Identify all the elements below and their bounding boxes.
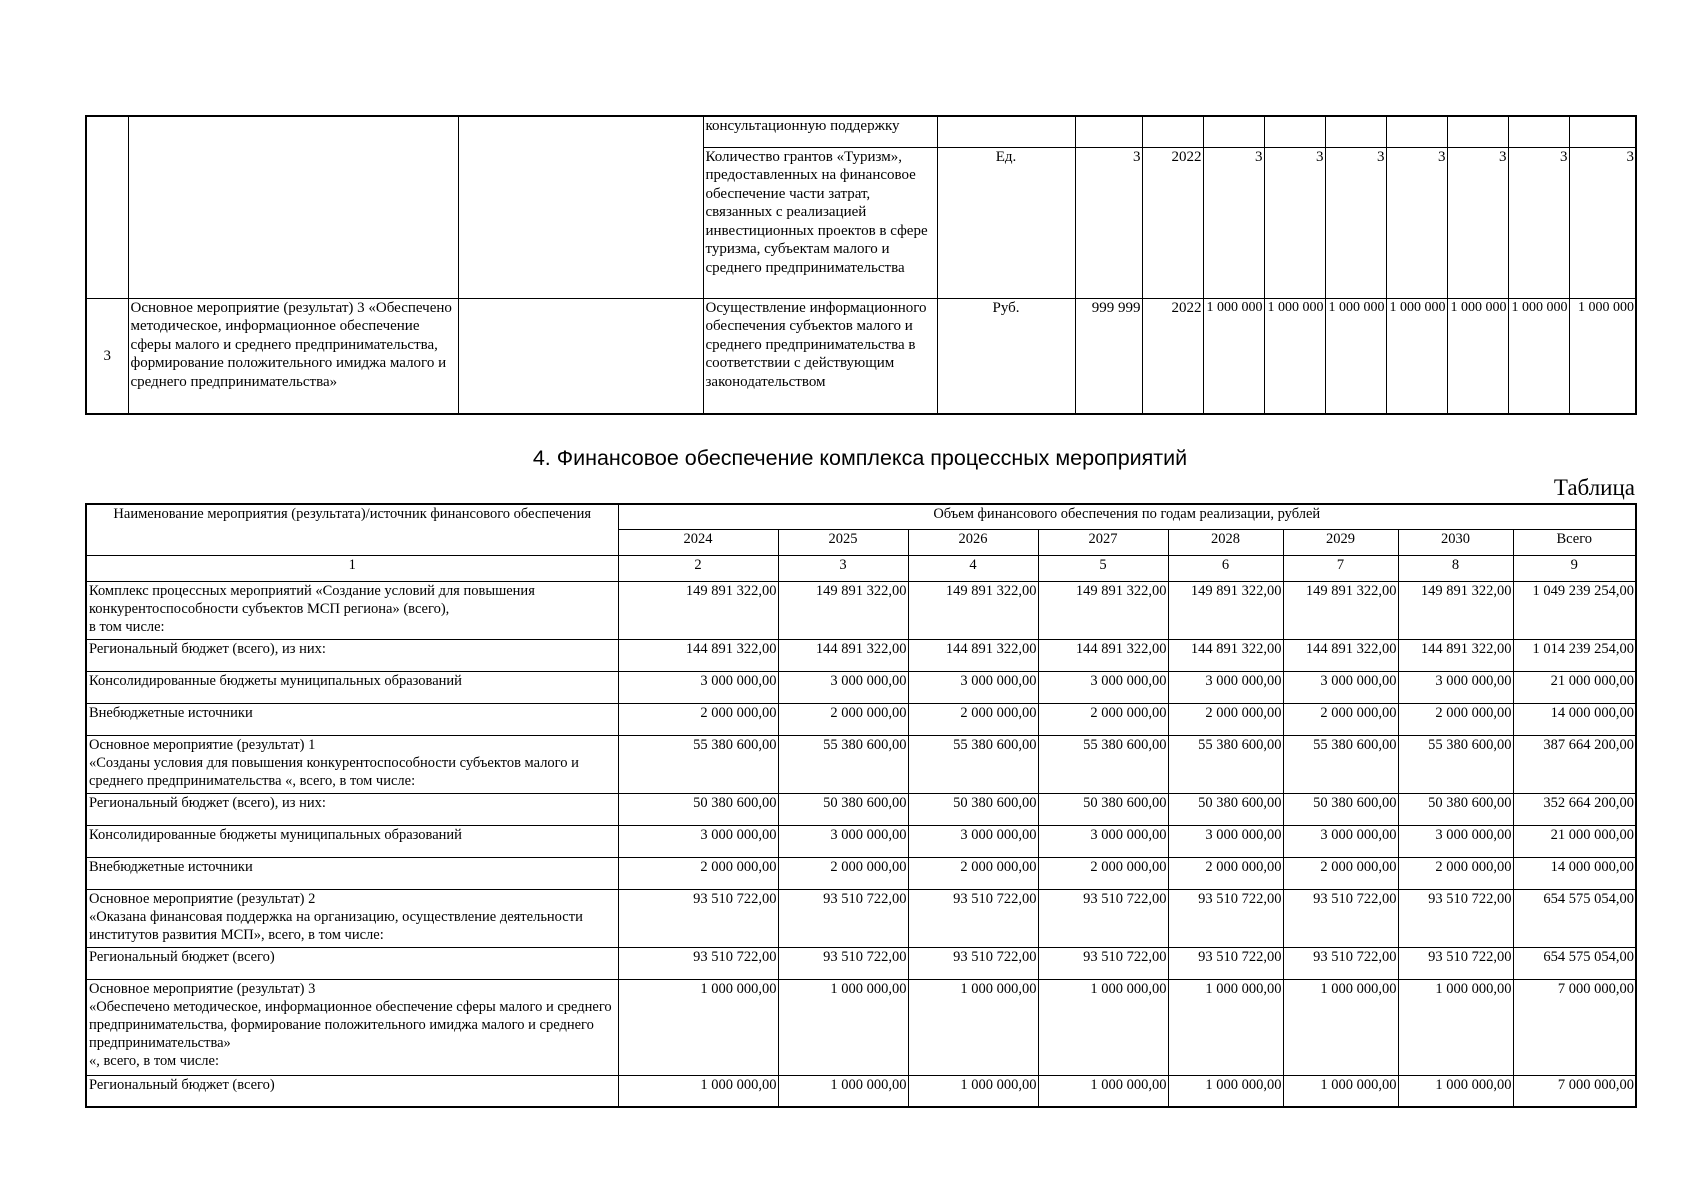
total-value-cell: 7 000 000,00 bbox=[1513, 979, 1636, 1075]
column-index: 2 bbox=[618, 555, 778, 581]
total-value-cell: 1 014 239 254,00 bbox=[1513, 639, 1636, 671]
total-value-cell: 14 000 000,00 bbox=[1513, 857, 1636, 889]
base-year-cell: 2022 bbox=[1142, 298, 1203, 414]
year-value-cell: 1 000 000,00 bbox=[1168, 979, 1283, 1075]
row-name-cell: Региональный бюджет (всего), из них: bbox=[86, 793, 618, 825]
year-value-cell: 3 000 000,00 bbox=[908, 671, 1038, 703]
year-value-cell: 93 510 722,00 bbox=[908, 947, 1038, 979]
year-value-cell: 2 000 000,00 bbox=[1283, 703, 1398, 735]
column-index: 8 bbox=[1398, 555, 1513, 581]
year-value-cell: 144 891 322,00 bbox=[778, 639, 908, 671]
year-value-cell: 1 000 000,00 bbox=[618, 1075, 778, 1107]
year-value-cell: 1 000 000,00 bbox=[778, 979, 908, 1075]
year-value-cell: 3 000 000,00 bbox=[618, 671, 778, 703]
year-value-cell: 3 bbox=[1325, 147, 1386, 298]
year-value-cell: 3 000 000,00 bbox=[1038, 825, 1168, 857]
year-value-cell: 1 000 000 bbox=[1569, 298, 1636, 414]
year-value-cell: 1 000 000,00 bbox=[618, 979, 778, 1075]
year-value-cell: 2 000 000,00 bbox=[908, 703, 1038, 735]
indicators-table-continuation bbox=[85, 115, 1637, 415]
total-value-cell: 387 664 200,00 bbox=[1513, 735, 1636, 793]
header-name: Наименование мероприятия (результата)/источник финансового обеспечения bbox=[86, 504, 618, 555]
year-value-cell: 1 000 000 bbox=[1203, 298, 1264, 414]
year-value-cell: 1 000 000,00 bbox=[1038, 1075, 1168, 1107]
year-value-cell: 149 891 322,00 bbox=[778, 581, 908, 639]
table-row bbox=[86, 857, 1636, 889]
year-value-cell: 3 000 000,00 bbox=[618, 825, 778, 857]
table-row bbox=[86, 825, 1636, 857]
base-value-cell: 999 999 bbox=[1075, 298, 1142, 414]
year-header: 2028 bbox=[1168, 529, 1283, 555]
year-value-cell: 149 891 322,00 bbox=[618, 581, 778, 639]
table-row bbox=[86, 639, 1636, 671]
year-value-cell: 3 bbox=[1447, 147, 1508, 298]
year-value-cell: 2 000 000,00 bbox=[1398, 857, 1513, 889]
year-value-cell: 93 510 722,00 bbox=[618, 889, 778, 947]
year-value-cell: 1 000 000 bbox=[1508, 298, 1569, 414]
base-year-cell: 2022 bbox=[1142, 147, 1203, 298]
year-value-cell: 55 380 600,00 bbox=[908, 735, 1038, 793]
base-value-cell: 3 bbox=[1075, 147, 1142, 298]
year-value-cell: 149 891 322,00 bbox=[1038, 581, 1168, 639]
year-header: 2025 bbox=[778, 529, 908, 555]
year-value-cell: 1 000 000 bbox=[1447, 298, 1508, 414]
indicator-cell: Осуществление информационного обеспечения субъектов малого и среднего предпринимательства в соответствии с действующим законодательством bbox=[703, 298, 937, 414]
year-value-cell: 2 000 000,00 bbox=[778, 857, 908, 889]
year-header: 2024 bbox=[618, 529, 778, 555]
financing-table bbox=[85, 503, 1637, 1108]
total-value-cell: 21 000 000,00 bbox=[1513, 825, 1636, 857]
year-value-cell: 2 000 000,00 bbox=[1283, 857, 1398, 889]
year-value-cell: 55 380 600,00 bbox=[1168, 735, 1283, 793]
year-value-cell: 3 000 000,00 bbox=[1398, 825, 1513, 857]
indicator-cell: консультационную поддержку bbox=[703, 116, 937, 147]
table-row bbox=[86, 298, 1636, 414]
year-value-cell: 3 000 000,00 bbox=[778, 825, 908, 857]
row-name-cell: Внебюджетные источники bbox=[86, 857, 618, 889]
column-index: 4 bbox=[908, 555, 1038, 581]
year-header: 2030 bbox=[1398, 529, 1513, 555]
year-value-cell: 1 000 000,00 bbox=[1168, 1075, 1283, 1107]
year-value-cell: 1 000 000,00 bbox=[1398, 979, 1513, 1075]
year-value-cell: 149 891 322,00 bbox=[1168, 581, 1283, 639]
year-value-cell: 3 bbox=[1203, 147, 1264, 298]
table-row bbox=[86, 735, 1636, 793]
row-name-cell: Основное мероприятие (результат) 2 «Оказана финансовая поддержка на организацию, осуществление деятельности институтов развития МСП», всего, в том числе: bbox=[86, 889, 618, 947]
total-value-cell: 1 049 239 254,00 bbox=[1513, 581, 1636, 639]
total-value-cell: 654 575 054,00 bbox=[1513, 889, 1636, 947]
year-value-cell: 2 000 000,00 bbox=[778, 703, 908, 735]
year-value-cell: 2 000 000,00 bbox=[618, 703, 778, 735]
year-value-cell: 149 891 322,00 bbox=[908, 581, 1038, 639]
table-caption: Таблица bbox=[1553, 475, 1635, 500]
year-value-cell: 149 891 322,00 bbox=[1398, 581, 1513, 639]
column-index: 9 bbox=[1513, 555, 1636, 581]
column-index: 1 bbox=[86, 555, 618, 581]
year-value-cell: 93 510 722,00 bbox=[1398, 947, 1513, 979]
total-header: Всего bbox=[1513, 529, 1636, 555]
table-row bbox=[86, 703, 1636, 735]
year-value-cell: 1 000 000,00 bbox=[1038, 979, 1168, 1075]
total-value-cell: 7 000 000,00 bbox=[1513, 1075, 1636, 1107]
year-value-cell: 50 380 600,00 bbox=[1168, 793, 1283, 825]
year-value-cell: 1 000 000,00 bbox=[778, 1075, 908, 1107]
year-value-cell: 144 891 322,00 bbox=[1168, 639, 1283, 671]
year-value-cell: 50 380 600,00 bbox=[1283, 793, 1398, 825]
year-value-cell: 50 380 600,00 bbox=[618, 793, 778, 825]
row-name-cell: Региональный бюджет (всего), из них: bbox=[86, 639, 618, 671]
year-value-cell: 149 891 322,00 bbox=[1283, 581, 1398, 639]
table-row bbox=[86, 581, 1636, 639]
year-value-cell: 93 510 722,00 bbox=[1168, 889, 1283, 947]
row-number: 3 bbox=[86, 298, 128, 414]
unit-cell: Руб. bbox=[937, 298, 1075, 414]
year-value-cell: 3 000 000,00 bbox=[1168, 671, 1283, 703]
total-value-cell: 21 000 000,00 bbox=[1513, 671, 1636, 703]
year-header: 2029 bbox=[1283, 529, 1398, 555]
table-row bbox=[86, 671, 1636, 703]
column-index: 5 bbox=[1038, 555, 1168, 581]
year-value-cell: 3 000 000,00 bbox=[1168, 825, 1283, 857]
year-value-cell: 2 000 000,00 bbox=[908, 857, 1038, 889]
row-name-cell: Комплекс процессных мероприятий «Создание условий для повышения конкурентоспособности субъектов МСП региона» (всего), в том числе: bbox=[86, 581, 618, 639]
unit-cell: Ед. bbox=[937, 147, 1075, 298]
table-row bbox=[86, 889, 1636, 947]
year-value-cell: 55 380 600,00 bbox=[1398, 735, 1513, 793]
column-index-row bbox=[86, 555, 1636, 581]
year-value-cell: 3 000 000,00 bbox=[1283, 825, 1398, 857]
year-value-cell: 93 510 722,00 bbox=[1038, 947, 1168, 979]
year-value-cell: 3 bbox=[1569, 147, 1636, 298]
year-value-cell: 93 510 722,00 bbox=[778, 889, 908, 947]
row-name-cell: Основное мероприятие (результат) 1 «Созданы условия для повышения конкурентоспособности субъектов малого и среднего предпринимательства «, всего, в том числе: bbox=[86, 735, 618, 793]
year-value-cell: 144 891 322,00 bbox=[1038, 639, 1168, 671]
indicator-cell: Количество грантов «Туризм», предоставленных на финансовое обеспечение части затрат, связанных с реализацией инвестиционных проектов в сфере туризма, субъектам малого и среднего предпринимательства bbox=[703, 147, 937, 298]
row-name-cell: Региональный бюджет (всего) bbox=[86, 1075, 618, 1107]
header-volume: Объем финансового обеспечения по годам реализации, рублей bbox=[618, 504, 1636, 529]
year-value-cell: 55 380 600,00 bbox=[618, 735, 778, 793]
table-row bbox=[86, 1075, 1636, 1107]
year-value-cell: 2 000 000,00 bbox=[1168, 857, 1283, 889]
year-value-cell: 3 bbox=[1386, 147, 1447, 298]
year-value-cell: 1 000 000 bbox=[1386, 298, 1447, 414]
year-value-cell: 144 891 322,00 bbox=[908, 639, 1038, 671]
column-index: 7 bbox=[1283, 555, 1398, 581]
row-name-cell: Региональный бюджет (всего) bbox=[86, 947, 618, 979]
year-value-cell: 93 510 722,00 bbox=[1038, 889, 1168, 947]
year-value-cell: 144 891 322,00 bbox=[618, 639, 778, 671]
year-value-cell: 3 000 000,00 bbox=[1283, 671, 1398, 703]
total-value-cell: 654 575 054,00 bbox=[1513, 947, 1636, 979]
year-value-cell: 93 510 722,00 bbox=[1283, 889, 1398, 947]
year-value-cell: 2 000 000,00 bbox=[1038, 857, 1168, 889]
row-name-cell: Консолидированные бюджеты муниципальных образований bbox=[86, 671, 618, 703]
total-value-cell: 352 664 200,00 bbox=[1513, 793, 1636, 825]
year-value-cell: 3 000 000,00 bbox=[1398, 671, 1513, 703]
year-value-cell: 50 380 600,00 bbox=[778, 793, 908, 825]
year-value-cell: 2 000 000,00 bbox=[1398, 703, 1513, 735]
year-value-cell: 3 bbox=[1264, 147, 1325, 298]
year-value-cell: 144 891 322,00 bbox=[1398, 639, 1513, 671]
year-value-cell: 93 510 722,00 bbox=[1283, 947, 1398, 979]
year-value-cell: 93 510 722,00 bbox=[778, 947, 908, 979]
table-row bbox=[86, 979, 1636, 1075]
row-name-cell: Основное мероприятие (результат) 3 «Обеспечено методическое, информационное обеспечение сферы малого и среднего предпринимательства, формирование положительного имиджа малого и среднего предпринимательства» «, всего, в том числе: bbox=[86, 979, 618, 1075]
year-value-cell: 93 510 722,00 bbox=[618, 947, 778, 979]
table-row bbox=[86, 116, 1636, 147]
row-name-cell: Консолидированные бюджеты муниципальных образований bbox=[86, 825, 618, 857]
table-row bbox=[86, 947, 1636, 979]
column-index: 6 bbox=[1168, 555, 1283, 581]
year-value-cell: 1 000 000,00 bbox=[908, 1075, 1038, 1107]
year-value-cell: 1 000 000,00 bbox=[1398, 1075, 1513, 1107]
event-cell: Основное мероприятие (результат) 3 «Обеспечено методическое, информационное обеспечение сферы малого и среднего предпринимательства, формирование положительного имиджа малого и среднего предпринимательства» bbox=[128, 298, 458, 414]
header-row bbox=[86, 504, 1636, 529]
total-value-cell: 14 000 000,00 bbox=[1513, 703, 1636, 735]
row-name-cell: Внебюджетные источники bbox=[86, 703, 618, 735]
year-value-cell: 1 000 000,00 bbox=[1283, 1075, 1398, 1107]
table-row bbox=[86, 793, 1636, 825]
year-value-cell: 55 380 600,00 bbox=[1038, 735, 1168, 793]
year-value-cell: 93 510 722,00 bbox=[1168, 947, 1283, 979]
column-index: 3 bbox=[778, 555, 908, 581]
year-value-cell: 3 000 000,00 bbox=[1038, 671, 1168, 703]
year-value-cell: 50 380 600,00 bbox=[1038, 793, 1168, 825]
year-value-cell: 1 000 000,00 bbox=[1283, 979, 1398, 1075]
year-value-cell: 93 510 722,00 bbox=[908, 889, 1038, 947]
year-value-cell: 2 000 000,00 bbox=[1168, 703, 1283, 735]
year-value-cell: 3 000 000,00 bbox=[908, 825, 1038, 857]
year-value-cell: 1 000 000 bbox=[1264, 298, 1325, 414]
year-value-cell: 2 000 000,00 bbox=[1038, 703, 1168, 735]
year-value-cell: 50 380 600,00 bbox=[908, 793, 1038, 825]
year-value-cell: 50 380 600,00 bbox=[1398, 793, 1513, 825]
year-value-cell: 3 000 000,00 bbox=[778, 671, 908, 703]
year-value-cell: 55 380 600,00 bbox=[778, 735, 908, 793]
year-value-cell: 144 891 322,00 bbox=[1283, 639, 1398, 671]
year-value-cell: 1 000 000,00 bbox=[908, 979, 1038, 1075]
year-value-cell: 2 000 000,00 bbox=[618, 857, 778, 889]
year-value-cell: 1 000 000 bbox=[1325, 298, 1386, 414]
year-header: 2026 bbox=[908, 529, 1038, 555]
year-value-cell: 93 510 722,00 bbox=[1398, 889, 1513, 947]
year-value-cell: 55 380 600,00 bbox=[1283, 735, 1398, 793]
year-header: 2027 bbox=[1038, 529, 1168, 555]
section-heading: 4. Финансовое обеспечение комплекса процессных мероприятий bbox=[532, 446, 1188, 470]
year-value-cell: 3 bbox=[1508, 147, 1569, 298]
